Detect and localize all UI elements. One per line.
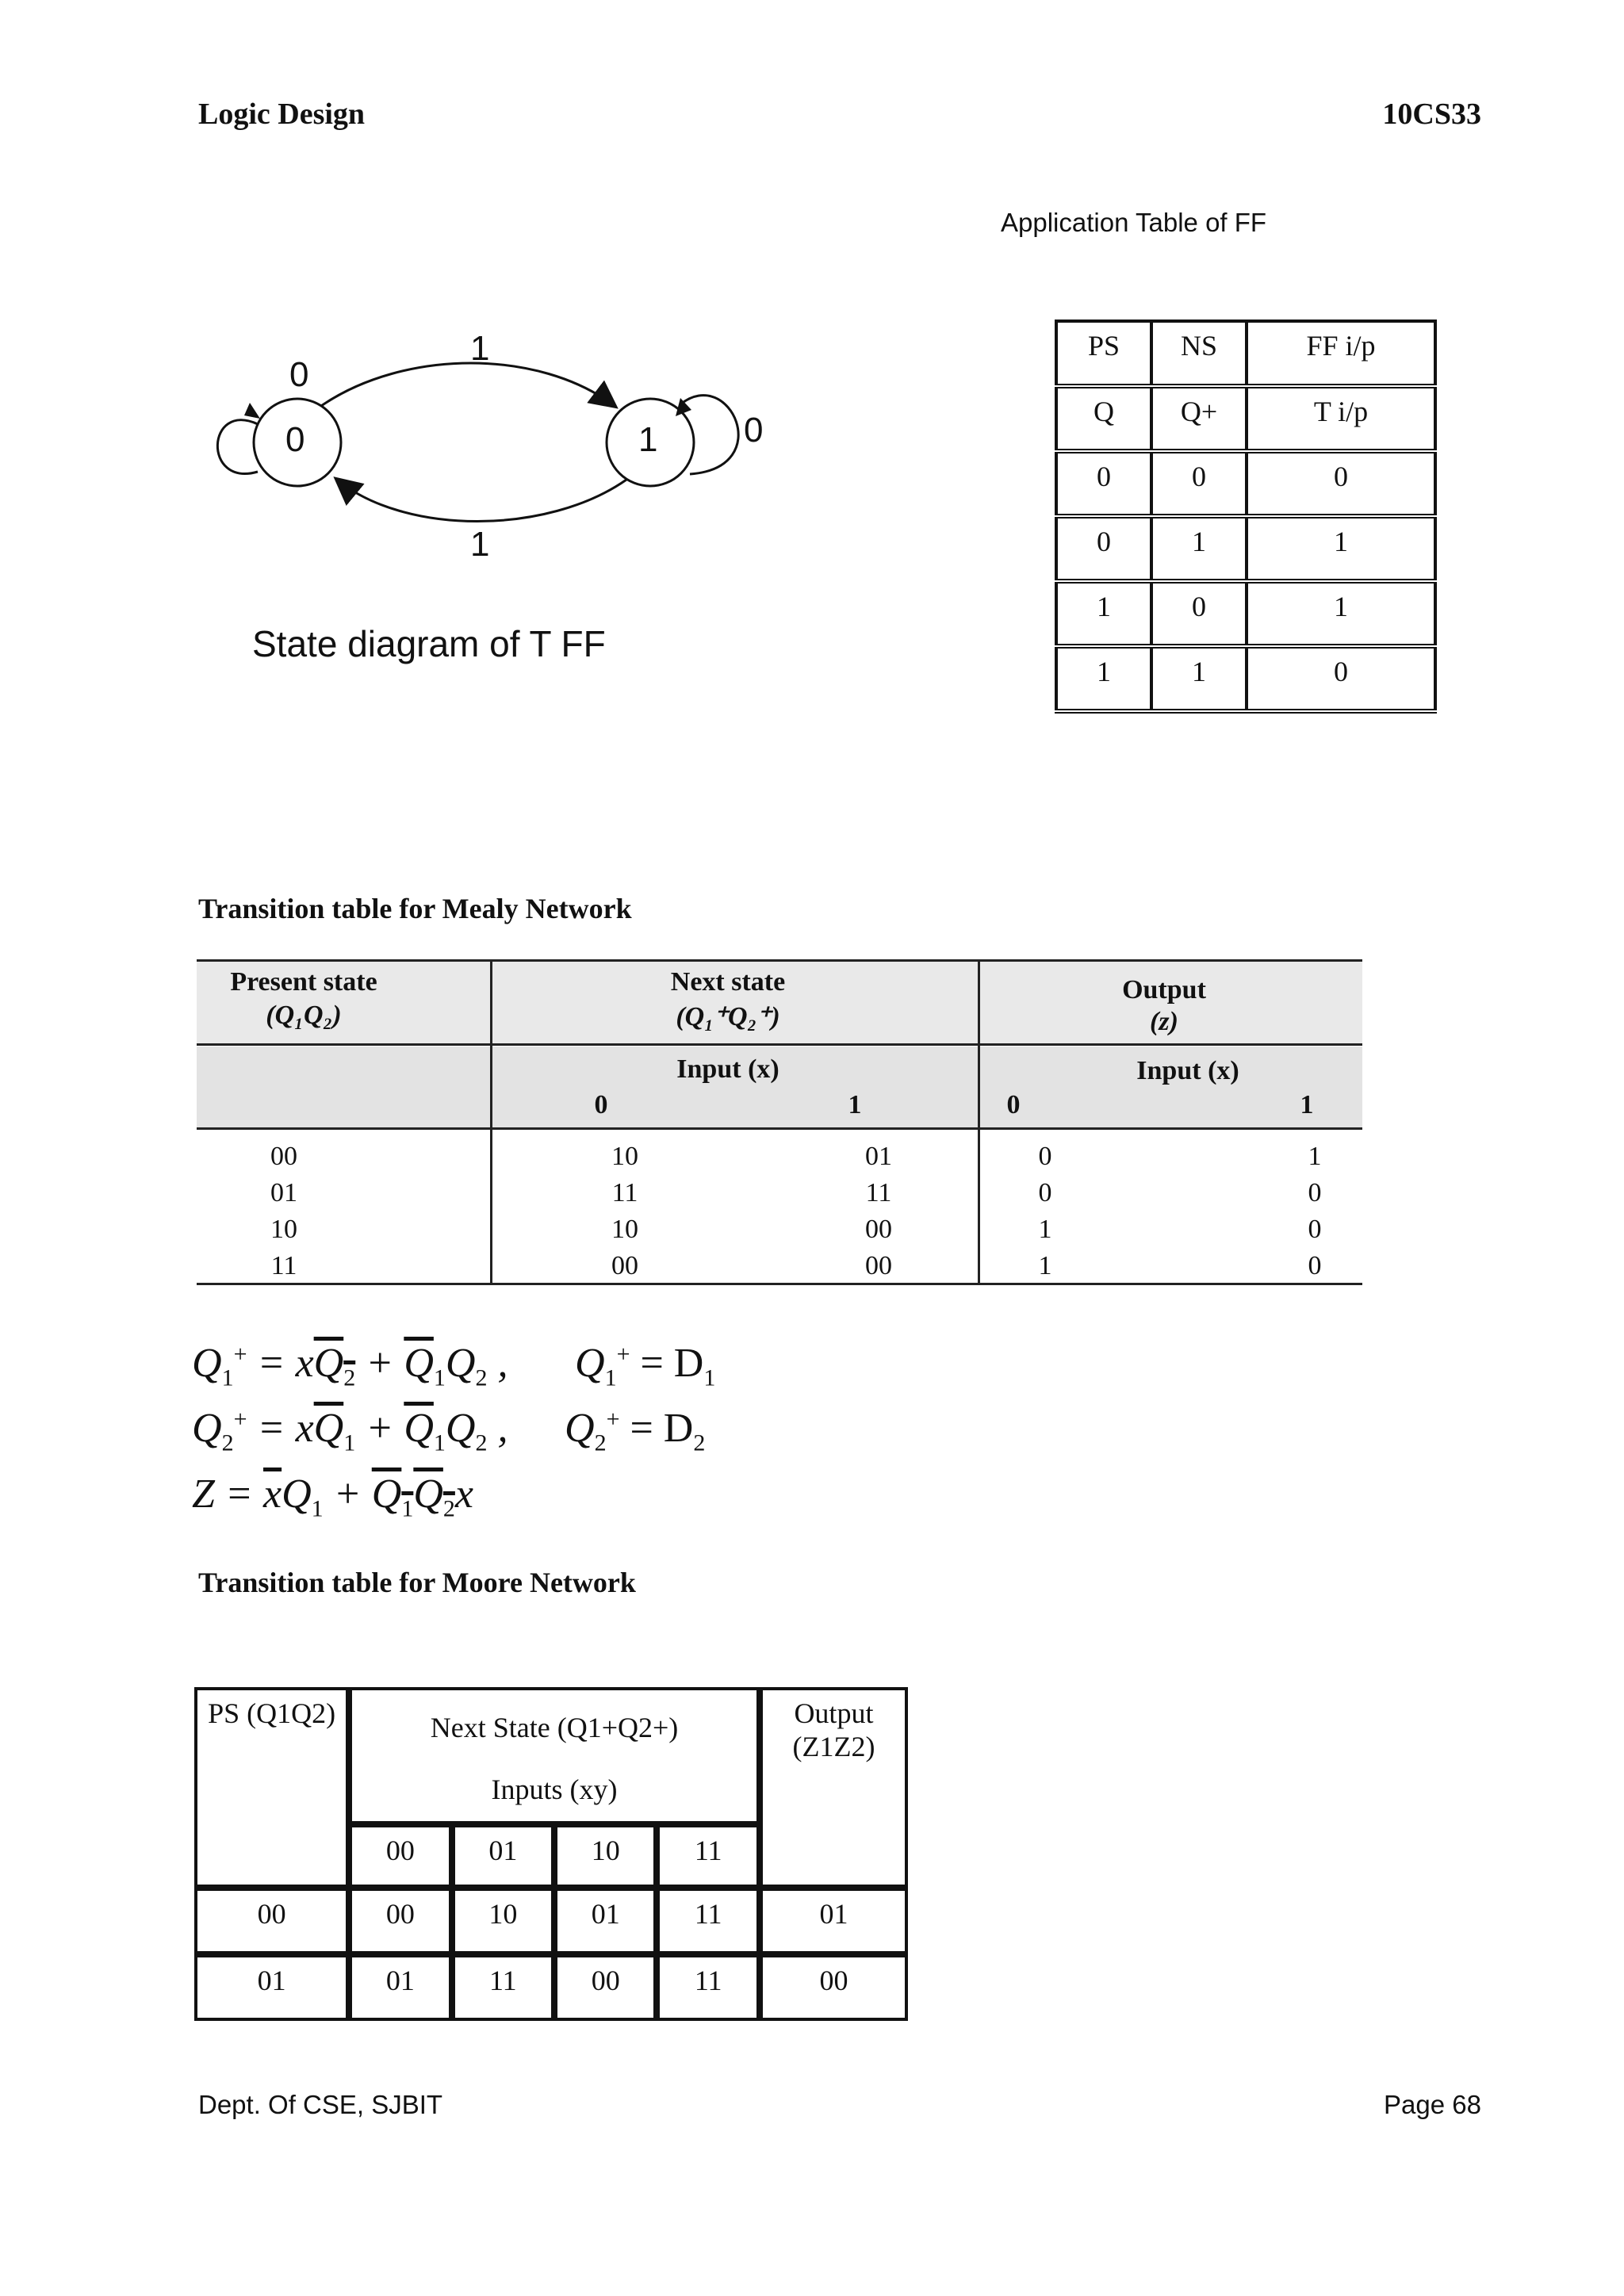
moore-input-00: 00 xyxy=(349,1824,451,1888)
mealy-cell: 0 xyxy=(1308,1215,1322,1244)
state-0-label: 0 xyxy=(285,420,305,459)
table-row: 1 1 0 xyxy=(1056,646,1435,711)
equation-q1: $Q_1^+ = xQ_2 + \overline{Q}_1Q_2$ , xyxy=(192,1341,508,1391)
equation-q2-d2: $Q_2^+ = D_2$ xyxy=(565,1406,706,1456)
equation-q2: $Q_2^+ = x\overline{Q}_1 + \overline{Q}_1Q_2$ , xyxy=(192,1406,508,1456)
mealy-cell: 1 xyxy=(1038,1215,1052,1244)
mealy-cell: 0 xyxy=(1038,1178,1052,1207)
mealy-cell: 11 xyxy=(865,1178,892,1207)
moore-inputs-label: Inputs (xy) xyxy=(491,1774,618,1805)
mealy-cell: 0 xyxy=(1308,1251,1322,1280)
header-left: Logic Design xyxy=(198,98,366,131)
mealy-table xyxy=(197,959,1362,1284)
table-row: 01 01 11 00 11 00 xyxy=(194,1954,908,2021)
app-header-q: Q xyxy=(1056,386,1151,451)
mealy-col-present: Present state xyxy=(230,967,377,997)
table-row: 00 00 10 01 11 01 xyxy=(194,1888,908,1954)
table-row: 1 0 1 xyxy=(1056,581,1435,646)
moore-col-next xyxy=(349,1687,760,1824)
app-header-qplus: Q+ xyxy=(1151,386,1247,451)
mealy-col-output: Output xyxy=(1122,975,1206,1004)
state-1-label: 1 xyxy=(638,420,658,459)
mealy-col-output-sub: (z) xyxy=(1150,1007,1178,1036)
footer-right: Page 68 xyxy=(1384,2090,1481,2119)
equation-z: $Z = \overline{x}Q_1 + Q_1Q_2x$ xyxy=(192,1471,473,1522)
self-loop-1-label: 0 xyxy=(744,411,764,450)
table-row: 0 1 1 xyxy=(1056,516,1435,581)
mealy-cell: 00 xyxy=(270,1142,297,1171)
application-table-title: Application Table of FF xyxy=(1001,208,1267,237)
mealy-cell: 00 xyxy=(865,1251,892,1280)
app-header-tip: T i/p xyxy=(1247,386,1435,451)
moore-col-output: Output (Z1Z2) xyxy=(760,1687,908,1888)
mealy-cell: 1 xyxy=(1308,1142,1322,1171)
state-diagram xyxy=(182,317,817,571)
moore-next-label: Next State (Q1+Q2+) xyxy=(430,1712,679,1743)
moore-table xyxy=(194,1687,908,2021)
top-edge-label: 1 xyxy=(470,329,490,368)
mealy-cell: 0 xyxy=(1308,1178,1322,1207)
application-table xyxy=(1055,320,1437,714)
self-loop-0 xyxy=(217,420,258,474)
mealy-out-in0: 0 xyxy=(1006,1090,1021,1119)
mealy-cell: 10 xyxy=(611,1215,638,1244)
mealy-cell: 01 xyxy=(270,1178,297,1207)
mealy-out-in1: 1 xyxy=(1300,1090,1314,1119)
mealy-col-next: Next state xyxy=(670,967,786,997)
footer-left: Dept. Of CSE, SJBIT xyxy=(198,2090,443,2119)
table-row: 0 0 0 xyxy=(1056,451,1435,516)
mealy-input-label-output: Input (x) xyxy=(1136,1056,1239,1085)
edge-1-to-0 xyxy=(337,480,626,522)
mealy-cell: 11 xyxy=(270,1251,297,1280)
app-header-ps: PS xyxy=(1056,321,1151,386)
mealy-cell: 10 xyxy=(611,1142,638,1171)
mealy-cell: 11 xyxy=(611,1178,638,1207)
moore-input-11: 11 xyxy=(657,1824,759,1888)
app-header-ns: NS xyxy=(1151,321,1247,386)
app-header-ffip: FF i/p xyxy=(1247,321,1435,386)
moore-input-01: 01 xyxy=(452,1824,554,1888)
mealy-col-next-sub: (Q₁⁺Q₂⁺) xyxy=(676,1002,780,1031)
mealy-col-present-sub: (Q₁Q₂) xyxy=(266,1001,342,1030)
mealy-cell: 00 xyxy=(611,1251,638,1280)
bottom-edge-label: 1 xyxy=(470,525,490,564)
mealy-cell: 01 xyxy=(865,1142,892,1171)
state-0-circle xyxy=(254,399,341,486)
header-right: 10CS33 xyxy=(1382,98,1481,131)
state-diagram-caption: State diagram of T FF xyxy=(252,623,606,664)
moore-col-ps: PS (Q1Q2) xyxy=(194,1687,349,1888)
mealy-next-in1: 1 xyxy=(848,1090,862,1119)
moore-input-10: 10 xyxy=(554,1824,657,1888)
mealy-cell: 10 xyxy=(270,1215,297,1244)
mealy-next-in0: 0 xyxy=(594,1090,608,1119)
mealy-cell: 00 xyxy=(865,1215,892,1244)
edge-0-to-1 xyxy=(321,363,615,406)
equation-q1-d1: $Q_1^+ = D_1$ xyxy=(575,1341,716,1391)
mealy-title: Transition table for Mealy Network xyxy=(198,893,632,924)
self-loop-0-label: 0 xyxy=(289,355,309,394)
mealy-input-label-next: Input (x) xyxy=(676,1054,779,1084)
mealy-cell: 0 xyxy=(1038,1142,1052,1171)
mealy-cell: 1 xyxy=(1038,1251,1052,1280)
moore-title: Transition table for Moore Network xyxy=(198,1567,636,1598)
